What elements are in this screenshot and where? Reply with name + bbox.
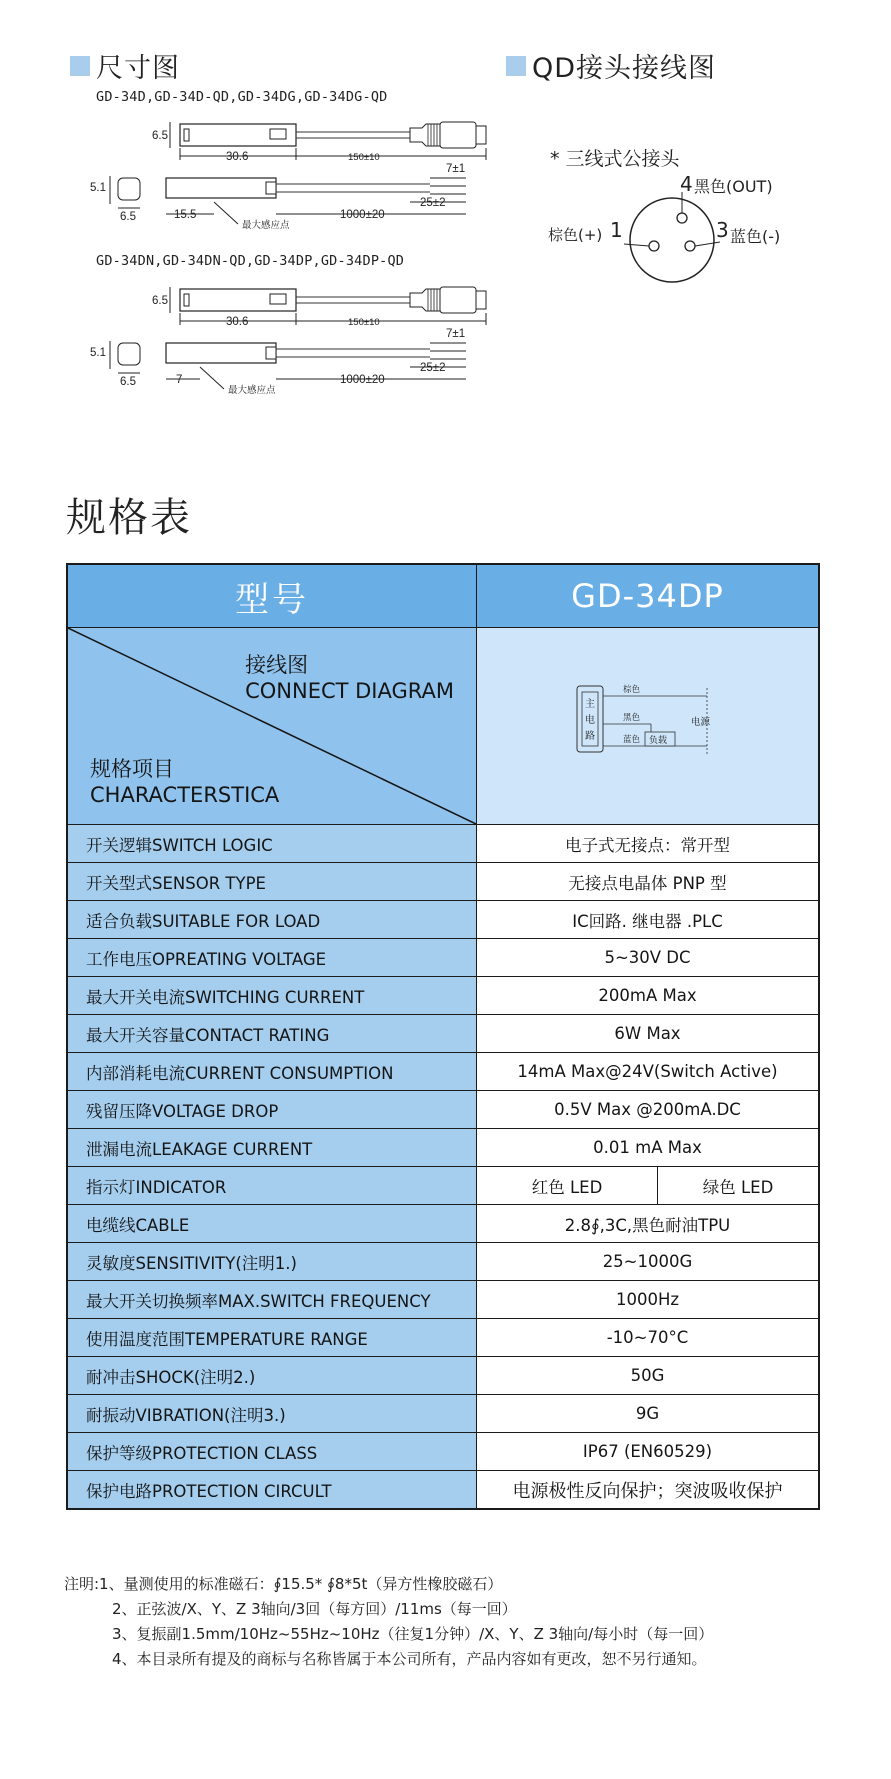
- table-row: 灵敏度SENSITIVITY(注明1.) 25~1000G: [67, 1243, 819, 1281]
- svg-text:7: 7: [176, 374, 183, 386]
- svg-text:电源: 电源: [691, 717, 711, 728]
- dim-height-label: 6.5: [152, 130, 168, 142]
- model-header-value: GD-34DP: [477, 564, 820, 628]
- svg-text:5.1: 5.1: [90, 347, 106, 359]
- model-caption-group2: GD-34DN,GD-34DN-QD,GD-34DP,GD-34DP-QD: [96, 253, 405, 269]
- model-header-label: 型号: [67, 564, 477, 628]
- dimension-drawing-group2: [90, 277, 530, 417]
- qd-subtitle: * 三线式公接头: [550, 148, 680, 170]
- svg-text:30.6: 30.6: [226, 316, 249, 328]
- pin4-number: 4: [680, 172, 693, 196]
- dim-cable-qd-label: 150±10: [348, 152, 380, 163]
- table-row: 耐冲击SHOCK(注明2.) 50G: [67, 1357, 819, 1395]
- table-row: 残留压降VOLTAGE DROP 0.5V Max @200mA.DC: [67, 1091, 819, 1129]
- table-row: 开关逻辑SWITCH LOGIC 电子式无接点：常开型: [67, 825, 819, 863]
- dim-tip-label: 7±1: [446, 163, 466, 175]
- note-3: 3、复振副1.5mm/10Hz~55Hz~10Hz（往复1分钟）/X、Y、Z 3轴向/每小时（每一回）: [112, 1625, 714, 1643]
- dim-side-w-label: 6.5: [120, 211, 136, 223]
- table-row: 最大开关容量CONTACT RATING 6W Max: [67, 1015, 819, 1053]
- svg-text:路: 路: [585, 731, 595, 742]
- pin1-number: 1: [610, 218, 623, 242]
- diagram-row: [67, 628, 819, 825]
- spec-table: [66, 563, 820, 1510]
- pin3-label: 蓝色(-): [730, 227, 781, 246]
- qd-heading: QD接头接线图: [506, 46, 716, 85]
- spec-title: 规格表: [66, 495, 192, 541]
- sense-point-label: 最大感应点: [242, 220, 290, 231]
- footnotes: [64, 1572, 713, 1672]
- svg-text:黑色: 黑色: [623, 713, 641, 723]
- svg-text:最大感应点: 最大感应点: [228, 385, 276, 396]
- indicator-red: 红色 LED: [477, 1167, 658, 1205]
- svg-text:蓝色: 蓝色: [623, 735, 641, 745]
- table-row: 泄漏电流LEAKAGE CURRENT 0.01 mA Max: [67, 1129, 819, 1167]
- connect-diagram-cell: [477, 628, 820, 825]
- dimension-heading: 尺寸图: [70, 46, 180, 85]
- svg-text:1000±20: 1000±20: [340, 374, 385, 386]
- dimension-drawing-group1: [90, 112, 530, 252]
- heading-marker-icon: [70, 56, 90, 76]
- pnp-circuit-diagram: [573, 678, 733, 768]
- note-4: 4、本目录所有提及的商标与名称皆属于本公司所有，产品内容如有更改，恕不另行通知。: [112, 1650, 707, 1668]
- table-row: 最大开关电流SWITCHING CURRENT 200mA Max: [67, 977, 819, 1015]
- table-row: 保护电路PROTECTION CIRCULT 电源极性反向保护；突波吸收保护: [67, 1471, 819, 1510]
- connect-diagram-label: 接线图 CONNECT DIAGRAM: [245, 653, 454, 703]
- table-row: 工作电压OPREATING VOLTAGE 5~30V DC: [67, 939, 819, 977]
- qd-wiring-diagram: [548, 140, 848, 290]
- table-row: 最大开关切换频率MAX.SWITCH FREQUENCY 1000Hz: [67, 1281, 819, 1319]
- heading-marker-icon: [506, 56, 526, 76]
- table-row: 适合负载SUITABLE FOR LOAD IC回路. 继电器 .PLC: [67, 901, 819, 939]
- table-row: 内部消耗电流CURRENT CONSUMPTION 14mA Max@24V(Switch Active): [67, 1053, 819, 1091]
- svg-text:150±10: 150±10: [348, 317, 380, 328]
- note-1: 注明:1、量测使用的标准磁石：∮15.5* ∮8*5t（异方性橡胶磁石）: [64, 1575, 503, 1593]
- svg-text:棕色: 棕色: [623, 685, 641, 695]
- svg-text:25±2: 25±2: [420, 362, 446, 374]
- diagonal-header-cell: [67, 628, 477, 825]
- pin3-number: 3: [716, 218, 729, 242]
- dim-cable-label: 1000±20: [340, 209, 385, 221]
- connector-face-icon: [624, 192, 720, 288]
- svg-text:负载: 负载: [649, 736, 668, 746]
- dim-side-h-label: 5.1: [90, 182, 106, 194]
- model-caption-group1: GD-34D,GD-34D-QD,GD-34DG,GD-34DG-QD: [96, 89, 388, 105]
- table-row: 耐振动VIBRATION(注明3.) 9G: [67, 1395, 819, 1433]
- table-row: 使用温度范围TEMPERATURE RANGE -10~70°C: [67, 1319, 819, 1357]
- svg-text:6.5: 6.5: [120, 376, 136, 388]
- pin4-label: 黑色(OUT): [694, 177, 773, 196]
- svg-text:6.5: 6.5: [152, 295, 168, 307]
- table-row: 电缆线CABLE 2.8∮,3C,黑色耐油TPU: [67, 1205, 819, 1243]
- svg-text:主: 主: [585, 699, 595, 710]
- table-row: 保护等级PROTECTION CLASS IP67 (EN60529): [67, 1433, 819, 1471]
- pin1-label: 棕色(+): [548, 226, 603, 244]
- dim-offset1-label: 15.5: [174, 209, 197, 221]
- svg-text:7±1: 7±1: [446, 328, 466, 340]
- table-header-row: [67, 564, 819, 628]
- table-row-indicator: 指示灯INDICATOR 红色 LED 绿色 LED: [67, 1167, 819, 1205]
- indicator-green: 绿色 LED: [658, 1167, 820, 1205]
- characteristics-label: 规格项目 CHARACTERSTICA: [90, 757, 280, 807]
- svg-text:电: 电: [585, 715, 595, 726]
- note-2: 2、正弦波/X、Y、Z 3轴向/3回（每方回）/11ms（每一回）: [112, 1600, 517, 1618]
- dim-length-label: 30.6: [226, 151, 249, 163]
- table-row: 开关型式SENSOR TYPE 无接点电晶体 PNP 型: [67, 863, 819, 901]
- dim-strip-label: 25±2: [420, 197, 446, 209]
